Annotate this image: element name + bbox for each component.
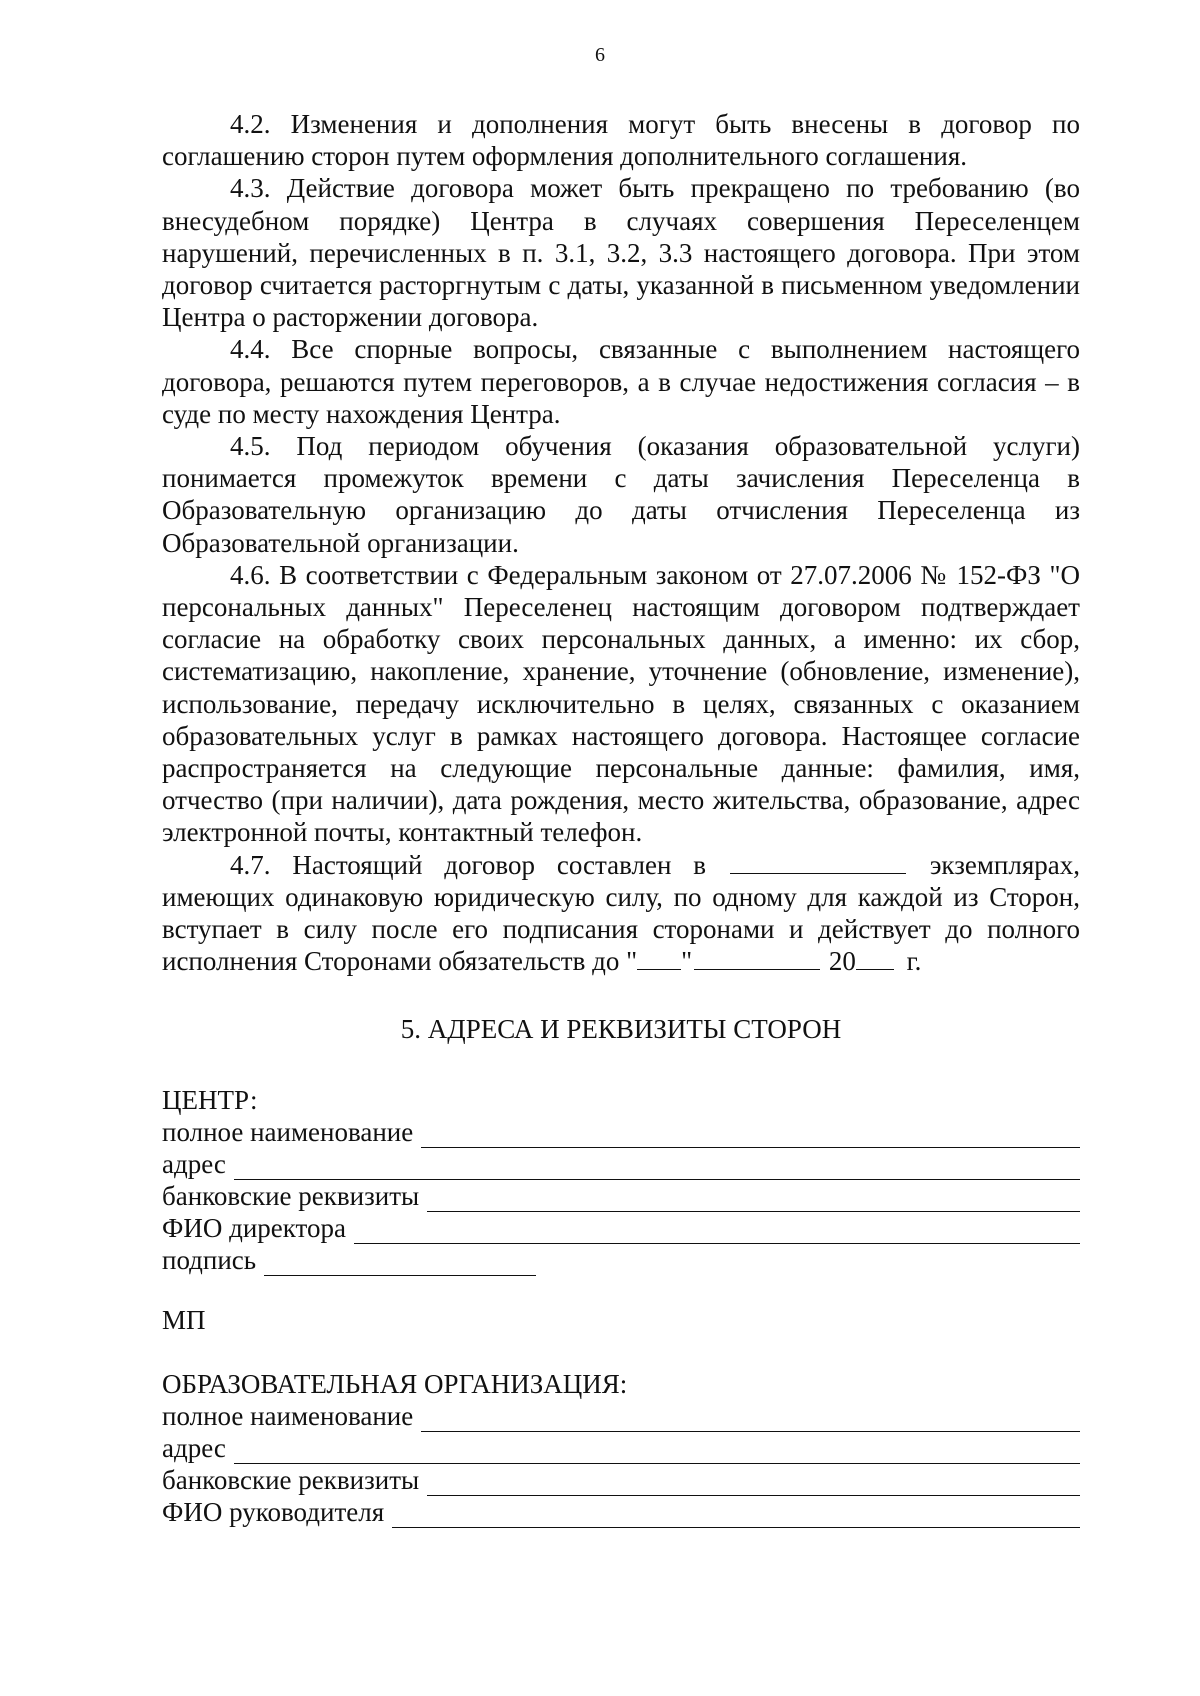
org-address-line xyxy=(234,1440,1080,1464)
org-full-name-field xyxy=(162,1400,1080,1432)
org-bank-line xyxy=(427,1472,1080,1496)
center-bank-field xyxy=(162,1180,1080,1212)
center-signature-field xyxy=(162,1244,1080,1276)
month-blank xyxy=(694,946,820,970)
org-address-label: адрес xyxy=(162,1433,226,1464)
page-number: 6 xyxy=(595,44,605,66)
org-address-field xyxy=(162,1432,1080,1464)
center-signature-line xyxy=(264,1252,536,1276)
center-full-name-line xyxy=(421,1124,1080,1148)
organization-details xyxy=(162,1368,1080,1528)
center-director-line xyxy=(354,1220,1080,1244)
clause-4-4: 4.4. Все спорные вопросы, связанные с выполнением настоящего договора, решаются путем переговоров, а в случае недостижения согласия – в суде по месту нахождения Центра. xyxy=(162,334,1080,429)
clause-4-3: 4.3. Действие договора может быть прекращено по требованию (во внесудебном порядке) Центра в случаях совершения Переселенцем нарушений, перечисленных в п. 3.1, 3.2, 3.3 настоящего договора. При этом договор считается расторгнутым с даты, указанной в письменном уведомлении Центра о расторжении договора. xyxy=(162,173,1080,333)
org-full-name-line xyxy=(421,1408,1080,1432)
center-director-field xyxy=(162,1212,1080,1244)
year-blank xyxy=(856,946,894,970)
org-head-field xyxy=(162,1496,1080,1528)
center-details xyxy=(162,1084,1080,1336)
center-signature-label: подпись xyxy=(162,1244,257,1275)
org-head-line xyxy=(392,1504,1080,1528)
center-address-label: адрес xyxy=(162,1148,226,1179)
center-full-name-field xyxy=(162,1116,1080,1148)
org-head-label: ФИО руководителя xyxy=(162,1497,385,1528)
clause-4-5: 4.5. Под периодом обучения (оказания образовательной услуги) понимается промежуток времени с даты зачисления Переселенца в Образовательную организацию до даты отчисления Переселенца из Образовательной организации. xyxy=(162,431,1080,558)
center-bank-label: банковские реквизиты xyxy=(162,1180,420,1211)
center-address-field xyxy=(162,1148,1080,1180)
copies-count-blank xyxy=(730,850,906,874)
org-full-name-label: полное наименование xyxy=(162,1401,414,1432)
center-title: ЦЕНТР: xyxy=(162,1084,258,1115)
center-bank-line xyxy=(427,1188,1080,1212)
document-body xyxy=(162,108,1080,1528)
section-5-title: 5. АДРЕСА И РЕКВИЗИТЫ СТОРОН xyxy=(400,1014,842,1045)
clause-4-7-text-2: экземплярах, имеющих одинаковую юридическую силу, по одному для каждой из Сторон, вступает в силу после его подписания сторонами и действует до полного исполнения Сторонами обязательств до " xyxy=(162,849,1081,977)
clause-4-7-quote: " xyxy=(681,946,693,977)
clause-4-7 xyxy=(162,849,1080,978)
day-blank xyxy=(637,946,681,970)
center-address-line xyxy=(234,1156,1080,1180)
center-director-label: ФИО директора xyxy=(162,1212,346,1243)
organization-title: ОБРАЗОВАТЕЛЬНАЯ ОРГАНИЗАЦИЯ: xyxy=(162,1369,628,1400)
clause-4-2: 4.2. Изменения и дополнения могут быть внесены в договор по соглашению сторон путем оформления дополнительного соглашения. xyxy=(162,109,1080,172)
org-bank-field xyxy=(162,1464,1080,1496)
clause-4-7-year-prefix: 20 xyxy=(828,946,856,977)
center-full-name-label: полное наименование xyxy=(162,1116,414,1147)
stamp-placeholder: МП xyxy=(162,1304,206,1335)
clause-4-7-year-suffix: г. xyxy=(906,946,922,977)
clause-4-6: 4.6. В соответствии с Федеральным законом от 27.07.2006 № 152-ФЗ "О персональных данных" Переселенец настоящим договором подтверждает согласие на обработку своих персональных данных, а именно: их сбор, систематизацию, накопление, хранение, уточнение (обновление, изменение), использование, передачу исключительно в целях, связанных с оказанием образовательных услуг в рамках настоящего договора. Настоящее согласие распространяется на следующие персональные данные: фамилия, имя, отчество (при наличии), дата рождения, место жительства, образование, адрес электронной почты, контактный телефон. xyxy=(162,559,1080,848)
org-bank-label: банковские реквизиты xyxy=(162,1465,420,1496)
clause-4-7-text-1: 4.7. Настоящий договор составлен в xyxy=(230,849,707,880)
